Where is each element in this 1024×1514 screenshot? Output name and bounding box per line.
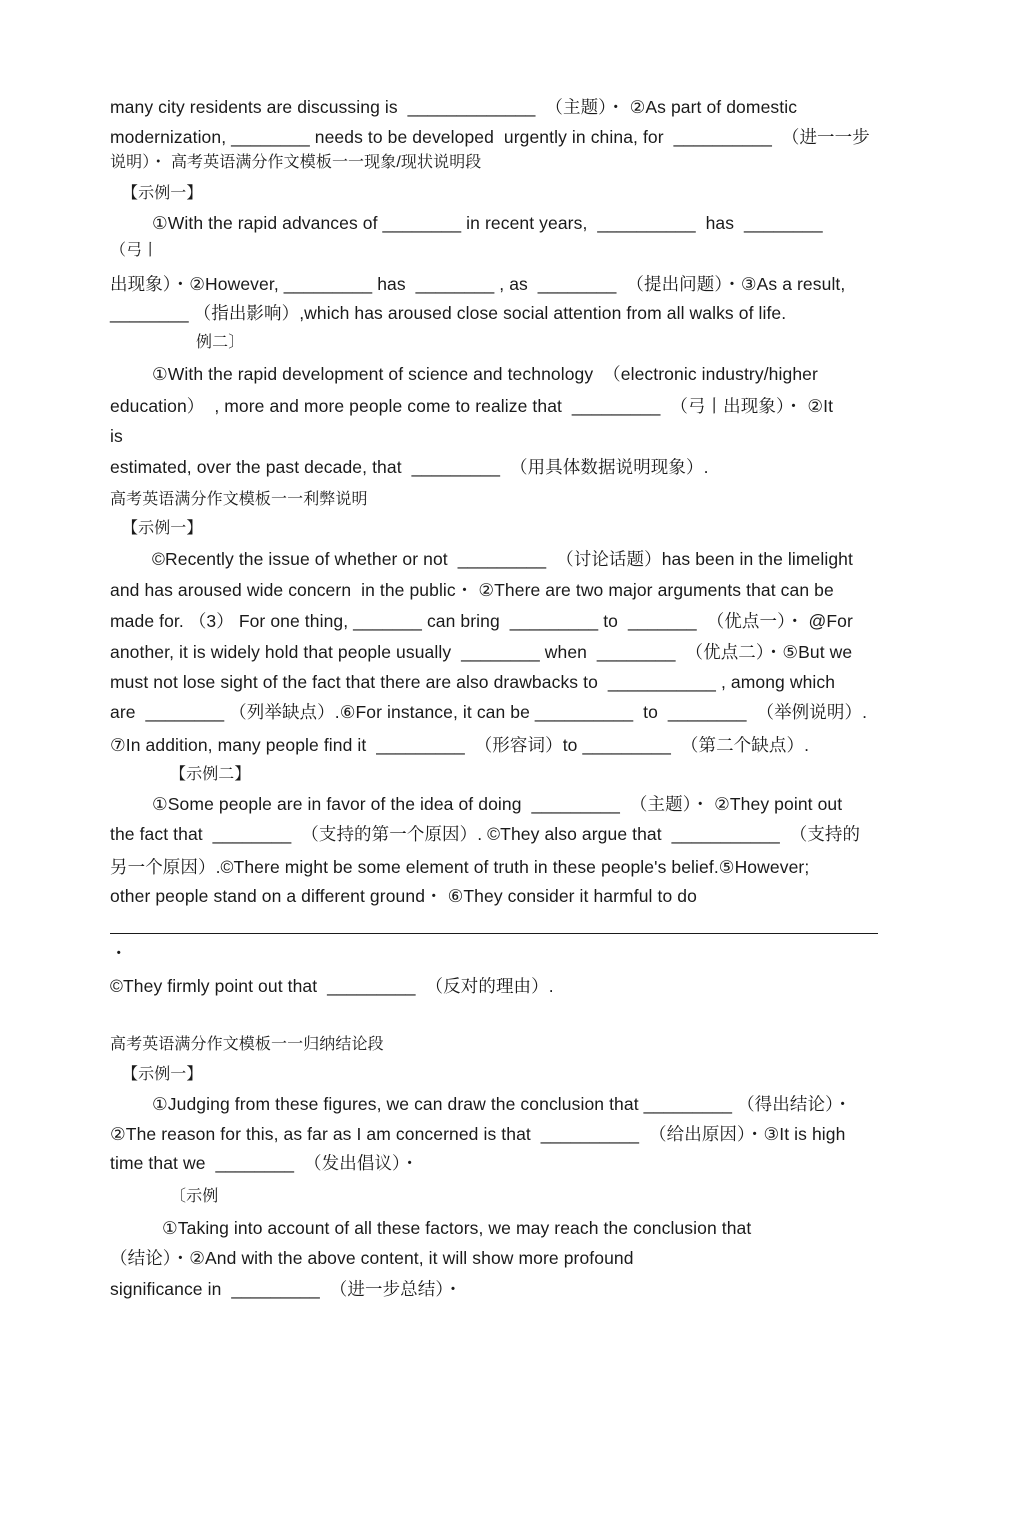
example-label: 〔示例 (170, 1188, 219, 1205)
example-label: 【示例二】 (170, 766, 251, 783)
example-label: 例二〕 (196, 334, 245, 351)
section-heading: 高考英语满分作文模板一一归纳结论段 (110, 1036, 384, 1053)
text-line: another, it is widely hold that people usually ________ when ________ （优点二）・⑤But we (110, 642, 853, 662)
text-line: ②The reason for this, as far as I am concerned is that __________ （给出原因）・③It is high (110, 1124, 846, 1144)
section-heading: 说明）・ 高考英语满分作文模板一一现象/现状说明段 (110, 154, 482, 171)
text-line: made for. （3） For one thing, _______ can bring _________ to _______ （优点一）・ @For (110, 611, 853, 631)
text-line: （结论）・②And with the above content, it will show more profound (110, 1248, 634, 1268)
text-line: ________ （指出影响）,which has aroused close social attention from all walks of life. (110, 303, 787, 323)
text-line: other people stand on a different ground・ ⑥They consider it harmful to do (110, 886, 697, 906)
text-line: must not lose sight of the fact that there are also drawbacks to ___________ , among which (110, 672, 836, 692)
section-heading: 高考英语满分作文模板一一利弊说明 (110, 491, 368, 508)
text-line: 出现象）・②However, _________ has ________ , as ________ （提出问题）・③As a result, (110, 274, 846, 294)
text-line: is (110, 426, 123, 446)
text-line: estimated, over the past decade, that _________ （用具体数据说明现象）. (110, 457, 709, 477)
text-line: ①Taking into account of all these factors, we may reach the conclusion that (162, 1218, 752, 1238)
text-line: are ________ （列举缺点）.⑥For instance, it can be __________ to ________ （举例说明）. (110, 702, 868, 722)
text-line: many city residents are discussing is _____________ （主题）・ ②As part of domestic (110, 97, 798, 117)
example-label: 【示例一】 (122, 185, 203, 202)
text-line: ①With the rapid advances of ________ in recent years, __________ has ________ (152, 213, 823, 233)
text-line: ①With the rapid development of science and technology （electronic industry/higher (152, 364, 818, 384)
text-line: education） , more and more people come to realize that _________ （弓丨出现象）・ ②It (110, 396, 834, 416)
text-line: 另一个原因）.©There might be some element of truth in these people's belief.⑤However; (110, 857, 810, 877)
text-line: （弓丨 (110, 242, 159, 259)
example-label: 【示例一】 (122, 1066, 203, 1083)
text-line: time that we ________ （发出倡议）・ (110, 1153, 419, 1173)
text-line: significance in _________ （进一步总结）・ (110, 1279, 462, 1299)
text-line: the fact that ________ （支持的第一个原因）. ©They also argue that ___________ （支持的 (110, 824, 861, 844)
text-line: modernization, ________ needs to be developed urgently in china, for __________ （进一一步 (110, 127, 870, 147)
text-line: ⑦In addition, many people find it _________ （形容词）to _________ （第二个缺点）. (110, 735, 810, 755)
example-label: 【示例一】 (122, 520, 203, 537)
text-line: ①Judging from these figures, we can draw the conclusion that _________ （得出结论）・ (152, 1094, 852, 1114)
text-line: ©Recently the issue of whether or not _________ （讨论话题）has been in the limelight (152, 549, 853, 569)
bullet-mark: ・ (110, 943, 128, 963)
text-line: ①Some people are in favor of the idea of doing _________ （主题）・ ②They point out (152, 794, 843, 814)
text-line: and has aroused wide concern in the public・ ②There are two major arguments that can be (110, 580, 834, 600)
answer-blank-line (110, 933, 878, 934)
text-line: ©They firmly point out that _________ （反对的理由）. (110, 976, 554, 996)
